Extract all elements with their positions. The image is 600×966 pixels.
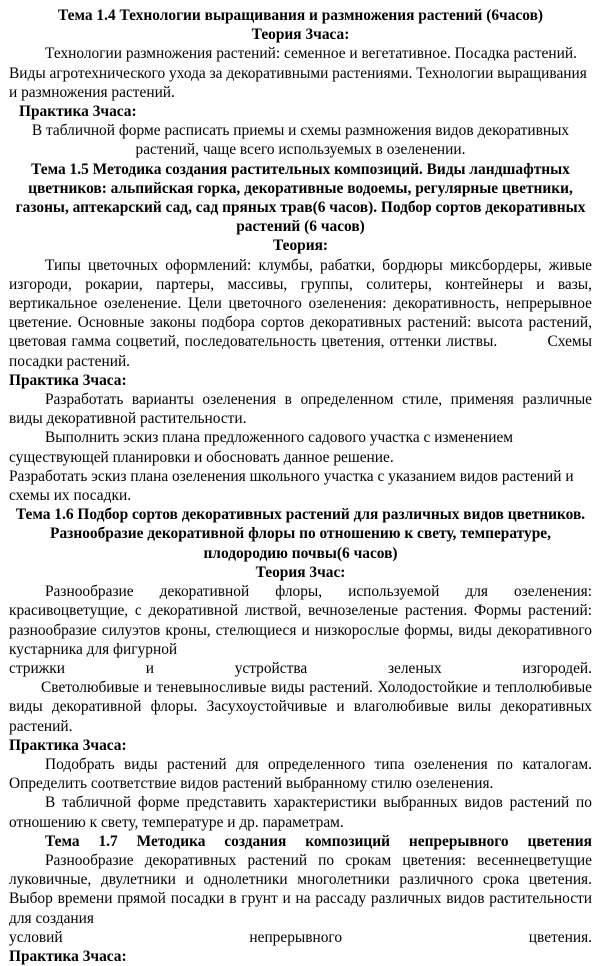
topic-1-6-theory-heading: Теория 3час:: [255, 563, 346, 581]
topic-1-6-title: Тема 1.6 Подбор сортов декоративных растений для различных видов цветников. Разнообразие декоративной флоры по отношению к свету, температуре, плодородию почвы(6 часов): [15, 506, 586, 562]
topic-1-7-title: Тема 1.7 Методика создания композиций непрерывного цветения: [45, 832, 592, 850]
topic-1-4-theory-text: Технологии размножения растений: семенное и вегетативное. Посадка растений. Виды агротехнического ухода за декоративными растениями. Технологии выращивания и размножения растений.: [9, 45, 587, 101]
topic-1-7-text-a: Разнообразие декоративных растений по срокам цветения: весеннецветущие луковичные, двулетники и однолетники многолетники различного срока цветения. Выбор времени прямой посадки в грунт и на рассаду различных видов растительности для создания: [9, 851, 592, 927]
topic-1-6-theory-text-2: Светолюбивые и теневыносливые виды растений. Холодостойкие и теплолюбивые виды декоративной флоры. Засухоустойчивые и влаголюбивые вилы декоративных растений.: [9, 679, 592, 735]
topic-1-5-practice-text-3: Разработать эскиз плана озеленения школьного участка с указанием видов растений и схемы их посадки.: [9, 467, 574, 505]
topic-1-5-practice-text-2: Выполнить эскиз плана предложенного садового участка с изменением существующей планировки и обосновать данное решение.: [9, 429, 514, 466]
topic-1-6-theory-text-1a: Разнообразие декоративной флоры, используемой для озеленения: красивоцветущие, с декоративной листвой, вечнозеленые растения. Формы растений: разнообразие силуэтов кроны, стелющиеся и низкорослые формы, виды декоративного кустарника для фигурной: [9, 583, 592, 658]
topic-1-5-theory-heading: Теория:: [272, 237, 329, 255]
topic-1-5-theory-text: [9, 256, 592, 371]
topic-1-5-title: Тема 1.5 Методика создания растительных композиций. Виды ландшафтных цветников: альпийская горка, декоративные водоемы, регулярные цветники, газоны, аптекарский сад, сад пряных трав(6 часов). Подбор сортов декоративных растений (6 часов): [15, 160, 586, 236]
topic-1-6-practice-heading: Практика 3часа:: [9, 736, 127, 754]
topic-1-7-text-b: условий непрерывного цветения.: [9, 928, 592, 946]
topic-1-6-practice-text-2: В табличной форме представить характеристики выбранных видов растений по отношению к свету, температуре и др. параметрам.: [9, 794, 592, 831]
topic-1-4-practice-heading: Практика 3часа:: [19, 103, 137, 121]
topic-1-5-theory-tail: Схемы посадки растений.: [9, 333, 592, 370]
topic-1-4-title: Тема 1.4 Технологии выращивания и размножения растений (6часов): [57, 7, 544, 24]
topic-1-4-theory-heading: Теория 3часа:: [251, 26, 350, 44]
topic-1-6-practice-text-1: Подобрать виды растений для определенного типа озеленения по каталогам. Определить соответствие видов растений выбранному стилю озеленения.: [9, 755, 592, 793]
topic-1-7-practice-heading: Практика 3часа:: [9, 947, 127, 965]
topic-1-4-practice-text: В табличной форме расписать приемы и схемы размножения видов декоративных растений, чаще всего используемых в озеленении.: [31, 122, 570, 159]
topic-1-5-practice-text-1: Разработать варианты озеленения в определенном стиле, применяя различные виды декоративной растительности.: [9, 391, 592, 428]
topic-1-6-theory-text-1b: стрижки и устройства зеленых изгородей.: [9, 659, 592, 677]
topic-1-5-practice-heading: Практика 3часа:: [9, 371, 127, 389]
topic-1-5-theory-main: Типы цветочных оформлений: клумбы, рабатки, бордюры миксбордеры, живые изгороди, рокарии, партеры, массивы, группы, солитеры, контейнеры и вазы, вертикальное озеленение. Цели цветочного озеленения: декоративность, непрерывное цветение. Основные законы подбора сортов декоративных растений: высота растений, цветовая гамма соцветий, последовательность цветения, оттенки листвы.: [9, 256, 592, 351]
